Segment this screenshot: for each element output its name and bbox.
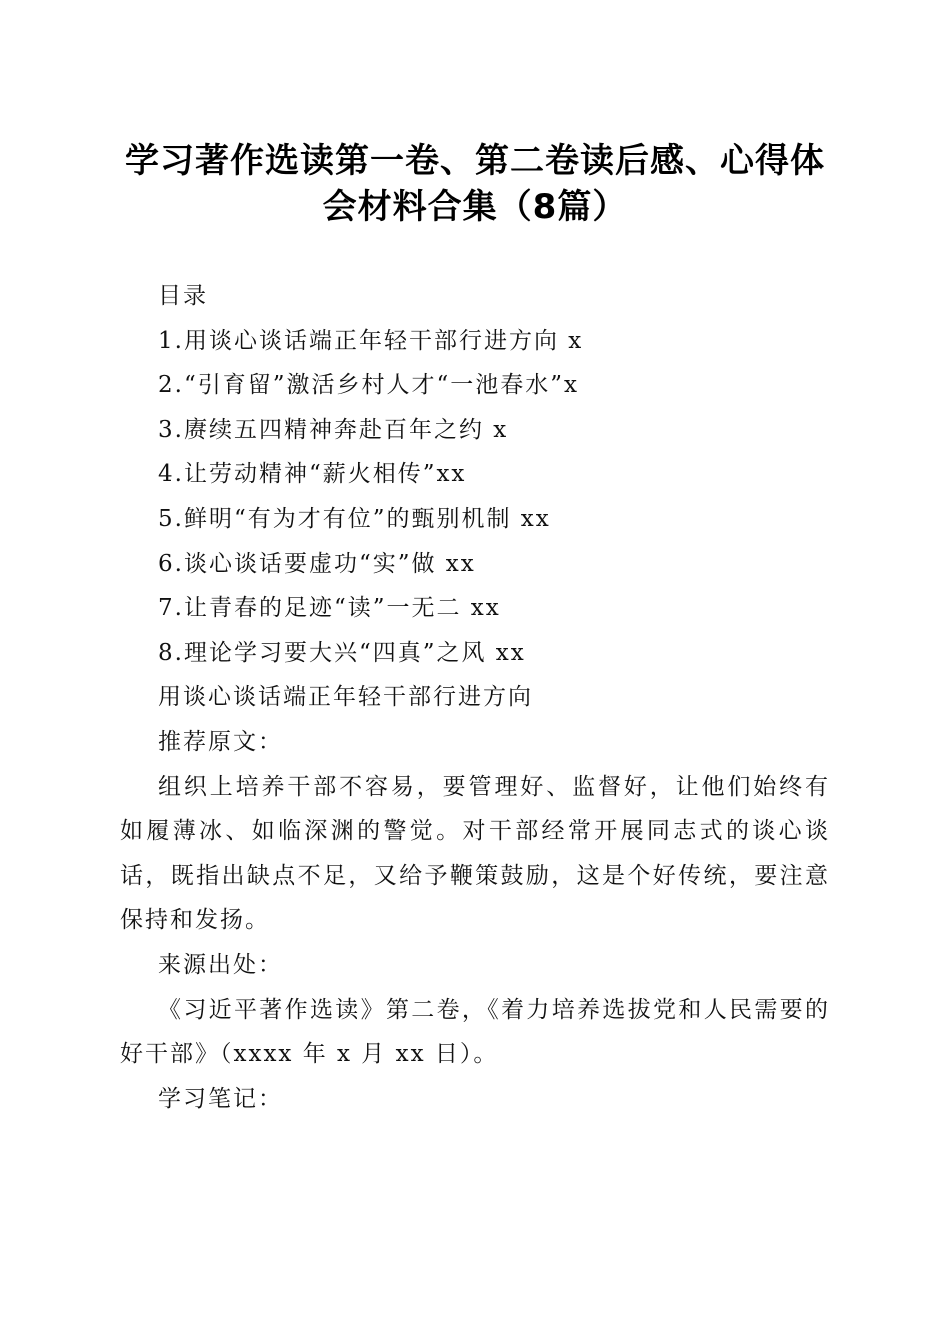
toc-item-7: 7.让青春的足迹“读”一无二 xx — [158, 595, 501, 622]
source-paragraph: 《习近平著作选读》第二卷，《着力培养选拔党和人民需要的好干部》（xxxx 年 x 月 xx 日）。 — [120, 996, 830, 1068]
toc-item-5: 5.鲜明“有为才有位”的甄别机制 xx — [158, 505, 551, 532]
source-label: 来源出处： — [158, 951, 283, 978]
toc-item-8: 8.理论学习要大兴“四真”之风 xx — [158, 639, 526, 666]
title-line-2: 会材料合集（8篇） — [322, 187, 628, 227]
title-line-1: 学习著作选读第一卷、第二卷读后感、心得体 — [125, 141, 825, 181]
section-title: 用谈心谈话端正年轻干部行进方向 — [158, 684, 533, 711]
document-body — [120, 274, 830, 1121]
study-notes-label: 学习笔记： — [158, 1085, 283, 1112]
toc-heading: 目录 — [158, 283, 208, 309]
original-text-paragraph: 组织上培养干部不容易，要管理好、监督好，让他们始终有如履薄冰、如临深渊的警觉。对干部经常开展同志式的谈心谈话，既指出缺点不足，又给予鞭策鼓励，这是个好传统，要注意保持和发扬。 — [120, 773, 830, 934]
toc-item-3: 3.赓续五四精神奔赴百年之约 x — [158, 416, 509, 443]
original-text-label: 推荐原文： — [158, 728, 283, 755]
toc-item-1: 1.用谈心谈话端正年轻干部行进方向 x — [158, 327, 584, 354]
toc-item-6: 6.谈心谈话要虚功“实”做 xx — [158, 550, 476, 577]
document-title — [110, 138, 840, 230]
toc-item-2: 2.“引育留”激活乡村人才“一池春水”x — [158, 372, 579, 399]
toc-item-4: 4.让劳动精神“薪火相传”xx — [158, 461, 467, 488]
